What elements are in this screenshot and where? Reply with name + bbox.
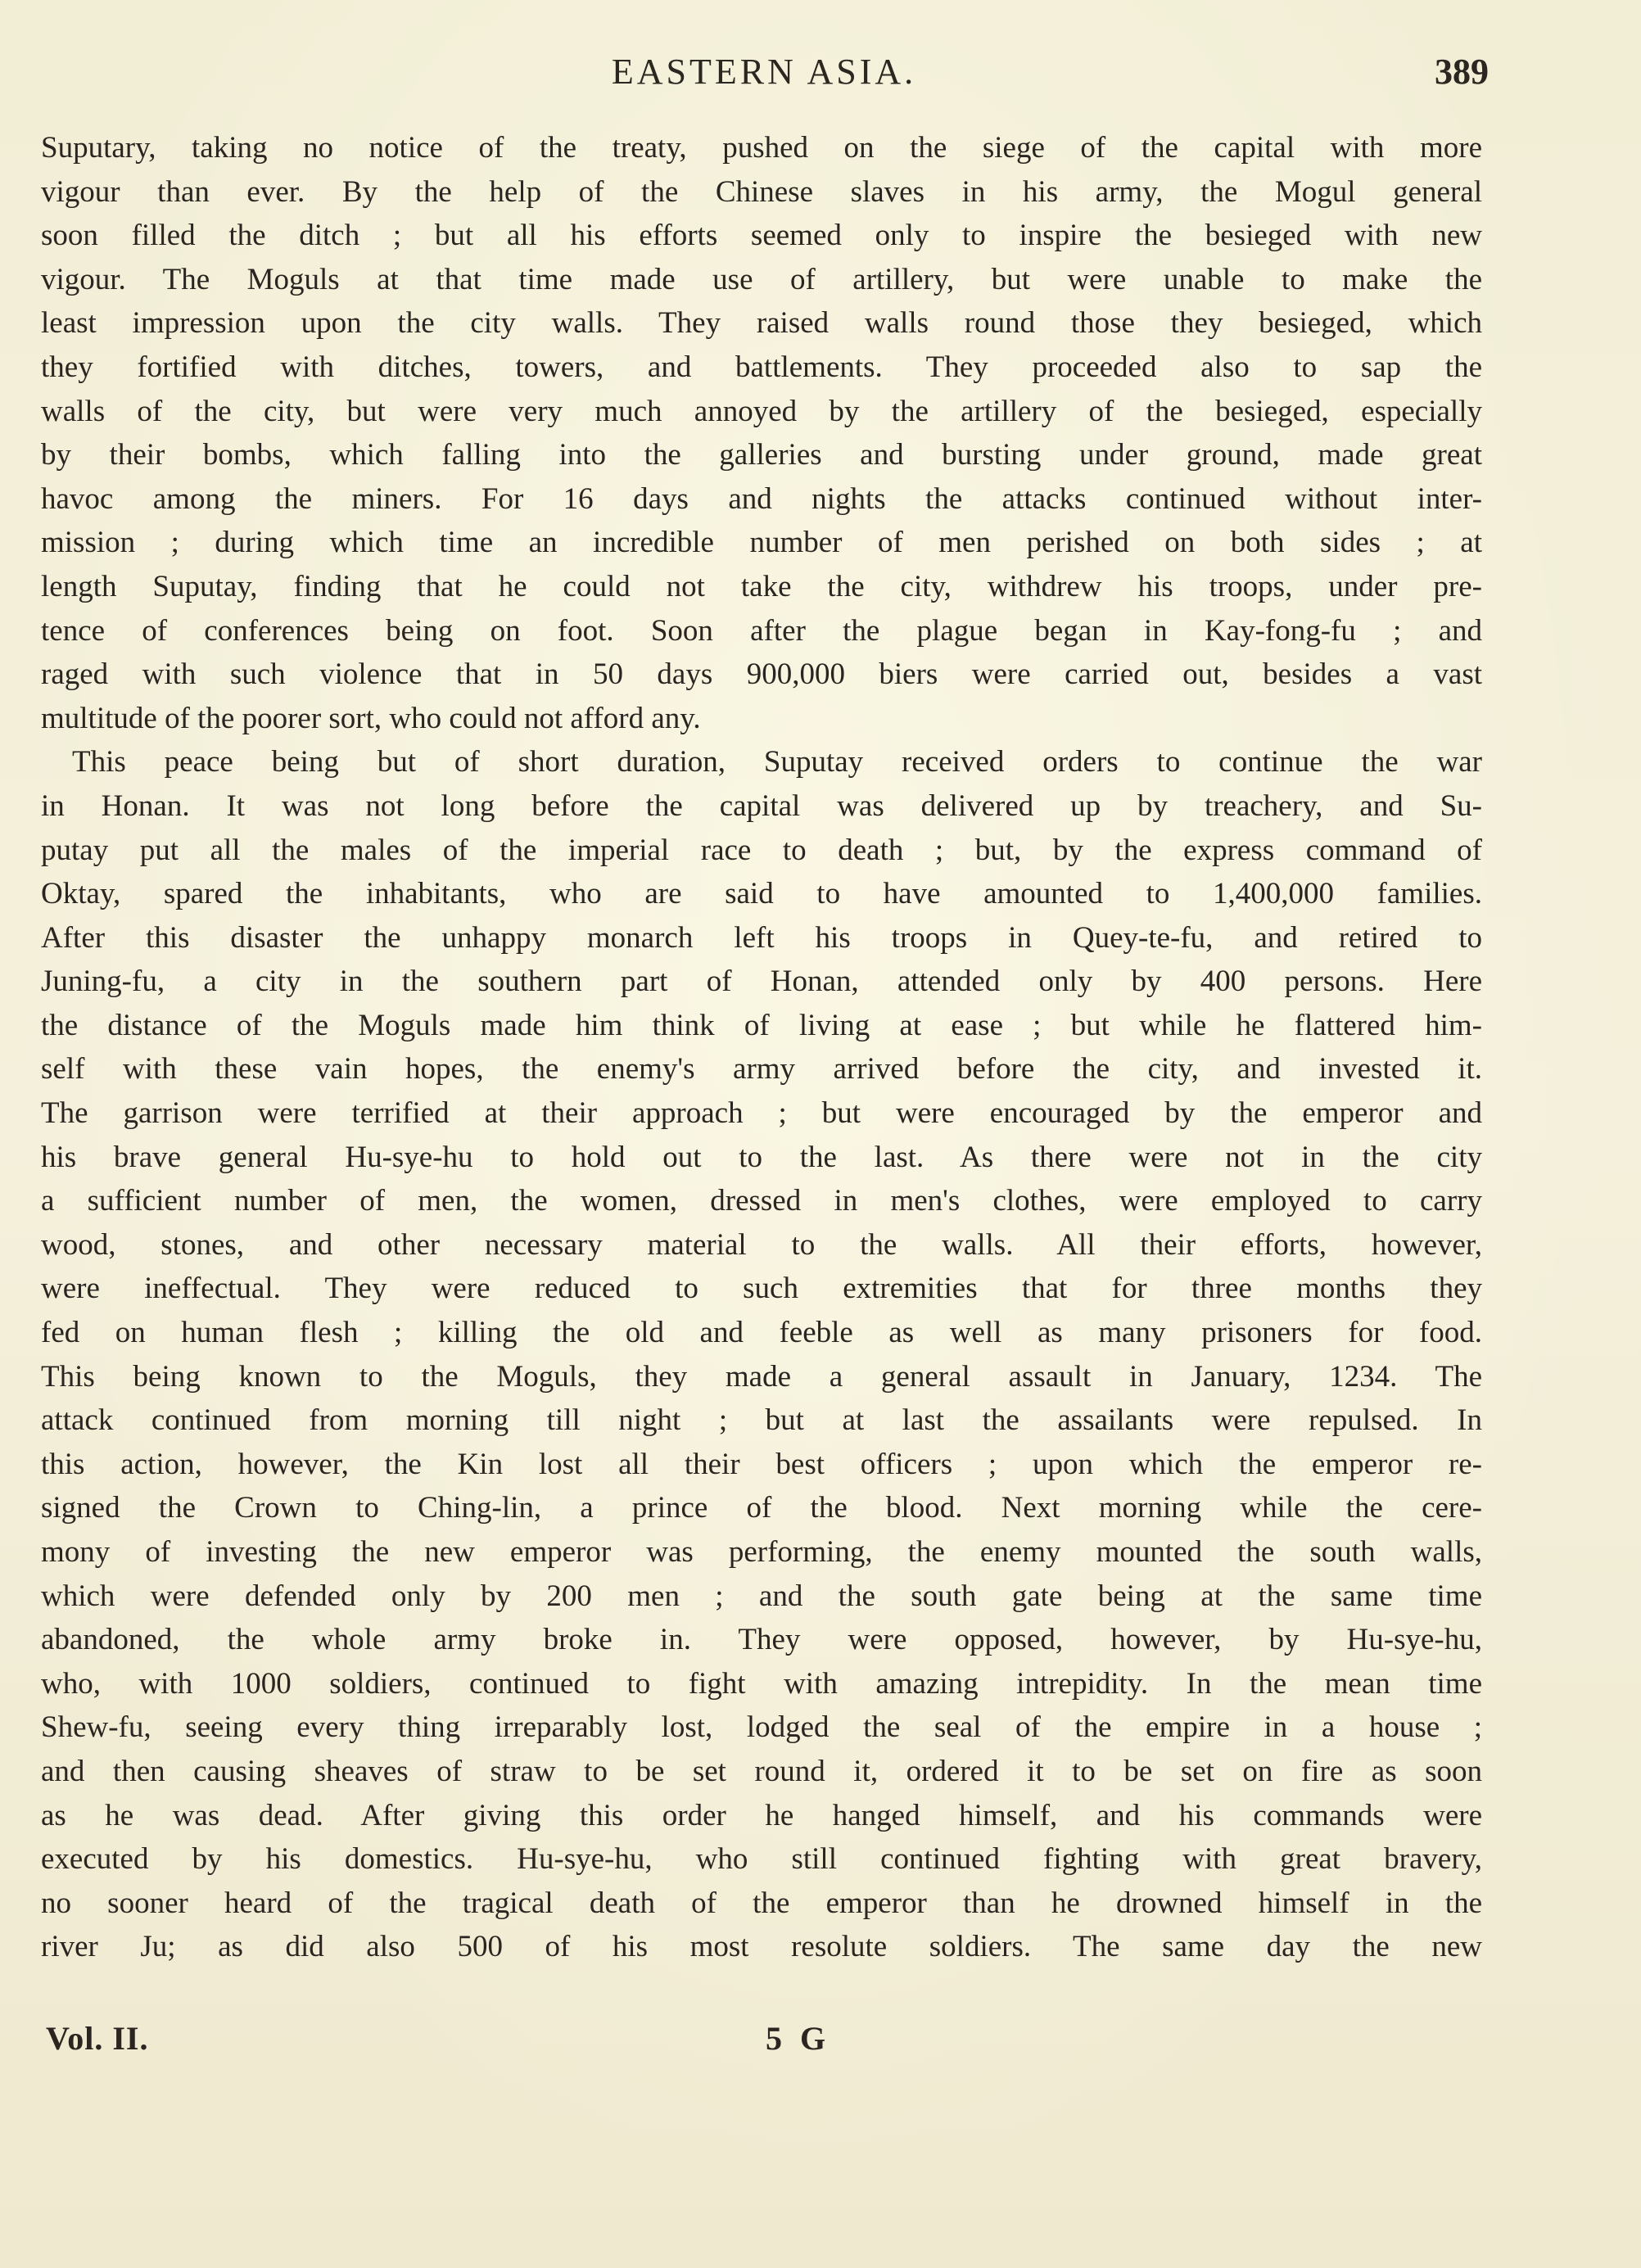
- text-line: which were defended only by 200 men ; and the south gate being at the same time: [41, 1579, 1482, 1613]
- running-title: EASTERN ASIA.: [611, 52, 917, 92]
- text-line: Suputary, taking no notice of the treaty, pushed on the siege of the capital with more: [41, 131, 1482, 165]
- text-line: by their bombs, which falling into the galleries and bursting under ground, made great: [41, 438, 1482, 472]
- text-line: tence of conferences being on foot. Soon after the plague began in Kay-fong-fu ; and: [41, 613, 1482, 648]
- text-line: they fortified with ditches, towers, and battlements. They proceeded also to sap the: [41, 350, 1482, 384]
- text-line: in Honan. It was not long before the capital was delivered up by treachery, and Su-: [41, 788, 1482, 823]
- text-line: no sooner heard of the tragical death of the emperor than he drowned himself in the: [41, 1886, 1482, 1920]
- text-line: havoc among the miners. For 16 days and nights the attacks continued without inter-: [41, 481, 1482, 516]
- text-line: This being known to the Moguls, they made a general assault in January, 1234. The: [41, 1359, 1482, 1394]
- text-line: a sufficient number of men, the women, dressed in men's clothes, were employed to carry: [41, 1184, 1482, 1218]
- paragraph-2: [41, 740, 1482, 1969]
- text-line: this action, however, the Kin lost all their best officers ; upon which the emperor re-: [41, 1447, 1482, 1481]
- text-line: self with these vain hopes, the enemy's army arrived before the city, and invested it.: [41, 1052, 1482, 1087]
- text-line: who, with 1000 soldiers, continued to fight with amazing intrepidity. In the mean time: [41, 1666, 1482, 1701]
- text-line: length Suputay, finding that he could not take the city, withdrew his troops, under pre-: [41, 569, 1482, 603]
- signature-mark: 5 G: [766, 2020, 831, 2057]
- volume-label: Vol. II.: [46, 2020, 149, 2057]
- text-line: mission ; during which time an incredible number of men perished on both sides ; at: [41, 526, 1482, 560]
- text-line: fed on human flesh ; killing the old and feeble as well as many prisoners for food.: [41, 1316, 1482, 1350]
- paragraph-1: [41, 126, 1482, 740]
- text-line: as he was dead. After giving this order he hanged himself, and his commands were: [41, 1798, 1482, 1832]
- text-line: The garrison were terrified at their approach ; but were encouraged by the emperor and: [41, 1096, 1482, 1131]
- text-line: and then causing sheaves of straw to be set round it, ordered it to be set on fire as soon: [41, 1754, 1482, 1788]
- text-line: his brave general Hu-sye-hu to hold out to the last. As there were not in the city: [41, 1140, 1482, 1174]
- text-line: walls of the city, but were very much annoyed by the artillery of the besieged, especially: [41, 394, 1482, 428]
- footer: [41, 2014, 1482, 2063]
- text-line: raged with such violence that in 50 days 900,000 biers were carried out, besides a vast: [41, 657, 1482, 692]
- text-line: attack continued from morning till night ; but at last the assailants were repulsed. In: [41, 1403, 1482, 1438]
- text-line: least impression upon the city walls. They raised walls round those they besieged, which: [41, 306, 1482, 341]
- text-line: putay put all the males of the imperial race to death ; but, by the express command of: [41, 833, 1482, 867]
- text-line: vigour. The Moguls at that time made use of artillery, but were unable to make the: [41, 262, 1482, 296]
- text-line: soon filled the ditch ; but all his efforts seemed only to inspire the besieged with new: [41, 219, 1482, 253]
- text-line: wood, stones, and other necessary material to the walls. All their efforts, however,: [41, 1227, 1482, 1262]
- text-line: vigour than ever. By the help of the Chinese slaves in his army, the Mogul general: [41, 174, 1482, 209]
- text-line: After this disaster the unhappy monarch left his troops in Quey-te-fu, and retired to: [41, 920, 1482, 955]
- page-number: 389: [1435, 52, 1489, 92]
- text-line: multitude of the poorer sort, who could not afford any.: [41, 701, 701, 735]
- running-head: [39, 47, 1489, 97]
- text-line: This peace being but of short duration, Suputay received orders to continue the war: [72, 745, 1482, 779]
- text-line: river Ju; as did also 500 of his most resolute soldiers. The same day the new: [41, 1930, 1482, 1964]
- body-text: [41, 126, 1482, 1969]
- text-line: signed the Crown to Ching-lin, a prince of the blood. Next morning while the cere-: [41, 1491, 1482, 1525]
- text-line: Oktay, spared the inhabitants, who are said to have amounted to 1,400,000 families.: [41, 877, 1482, 911]
- text-line: abandoned, the whole army broke in. They were opposed, however, by Hu-sye-hu,: [41, 1623, 1482, 1657]
- text-line: Shew-fu, seeing every thing irreparably lost, lodged the seal of the empire in a house ;: [41, 1710, 1482, 1745]
- text-line: executed by his domestics. Hu-sye-hu, who still continued fighting with great bravery,: [41, 1842, 1482, 1877]
- text-line: mony of investing the new emperor was performing, the enemy mounted the south walls,: [41, 1535, 1482, 1569]
- text-line: Juning-fu, a city in the southern part of Honan, attended only by 400 persons. Here: [41, 965, 1482, 999]
- text-line: were ineffectual. They were reduced to such extremities that for three months they: [41, 1272, 1482, 1306]
- text-line: the distance of the Moguls made him think of living at ease ; but while he flattered him-: [41, 1008, 1482, 1042]
